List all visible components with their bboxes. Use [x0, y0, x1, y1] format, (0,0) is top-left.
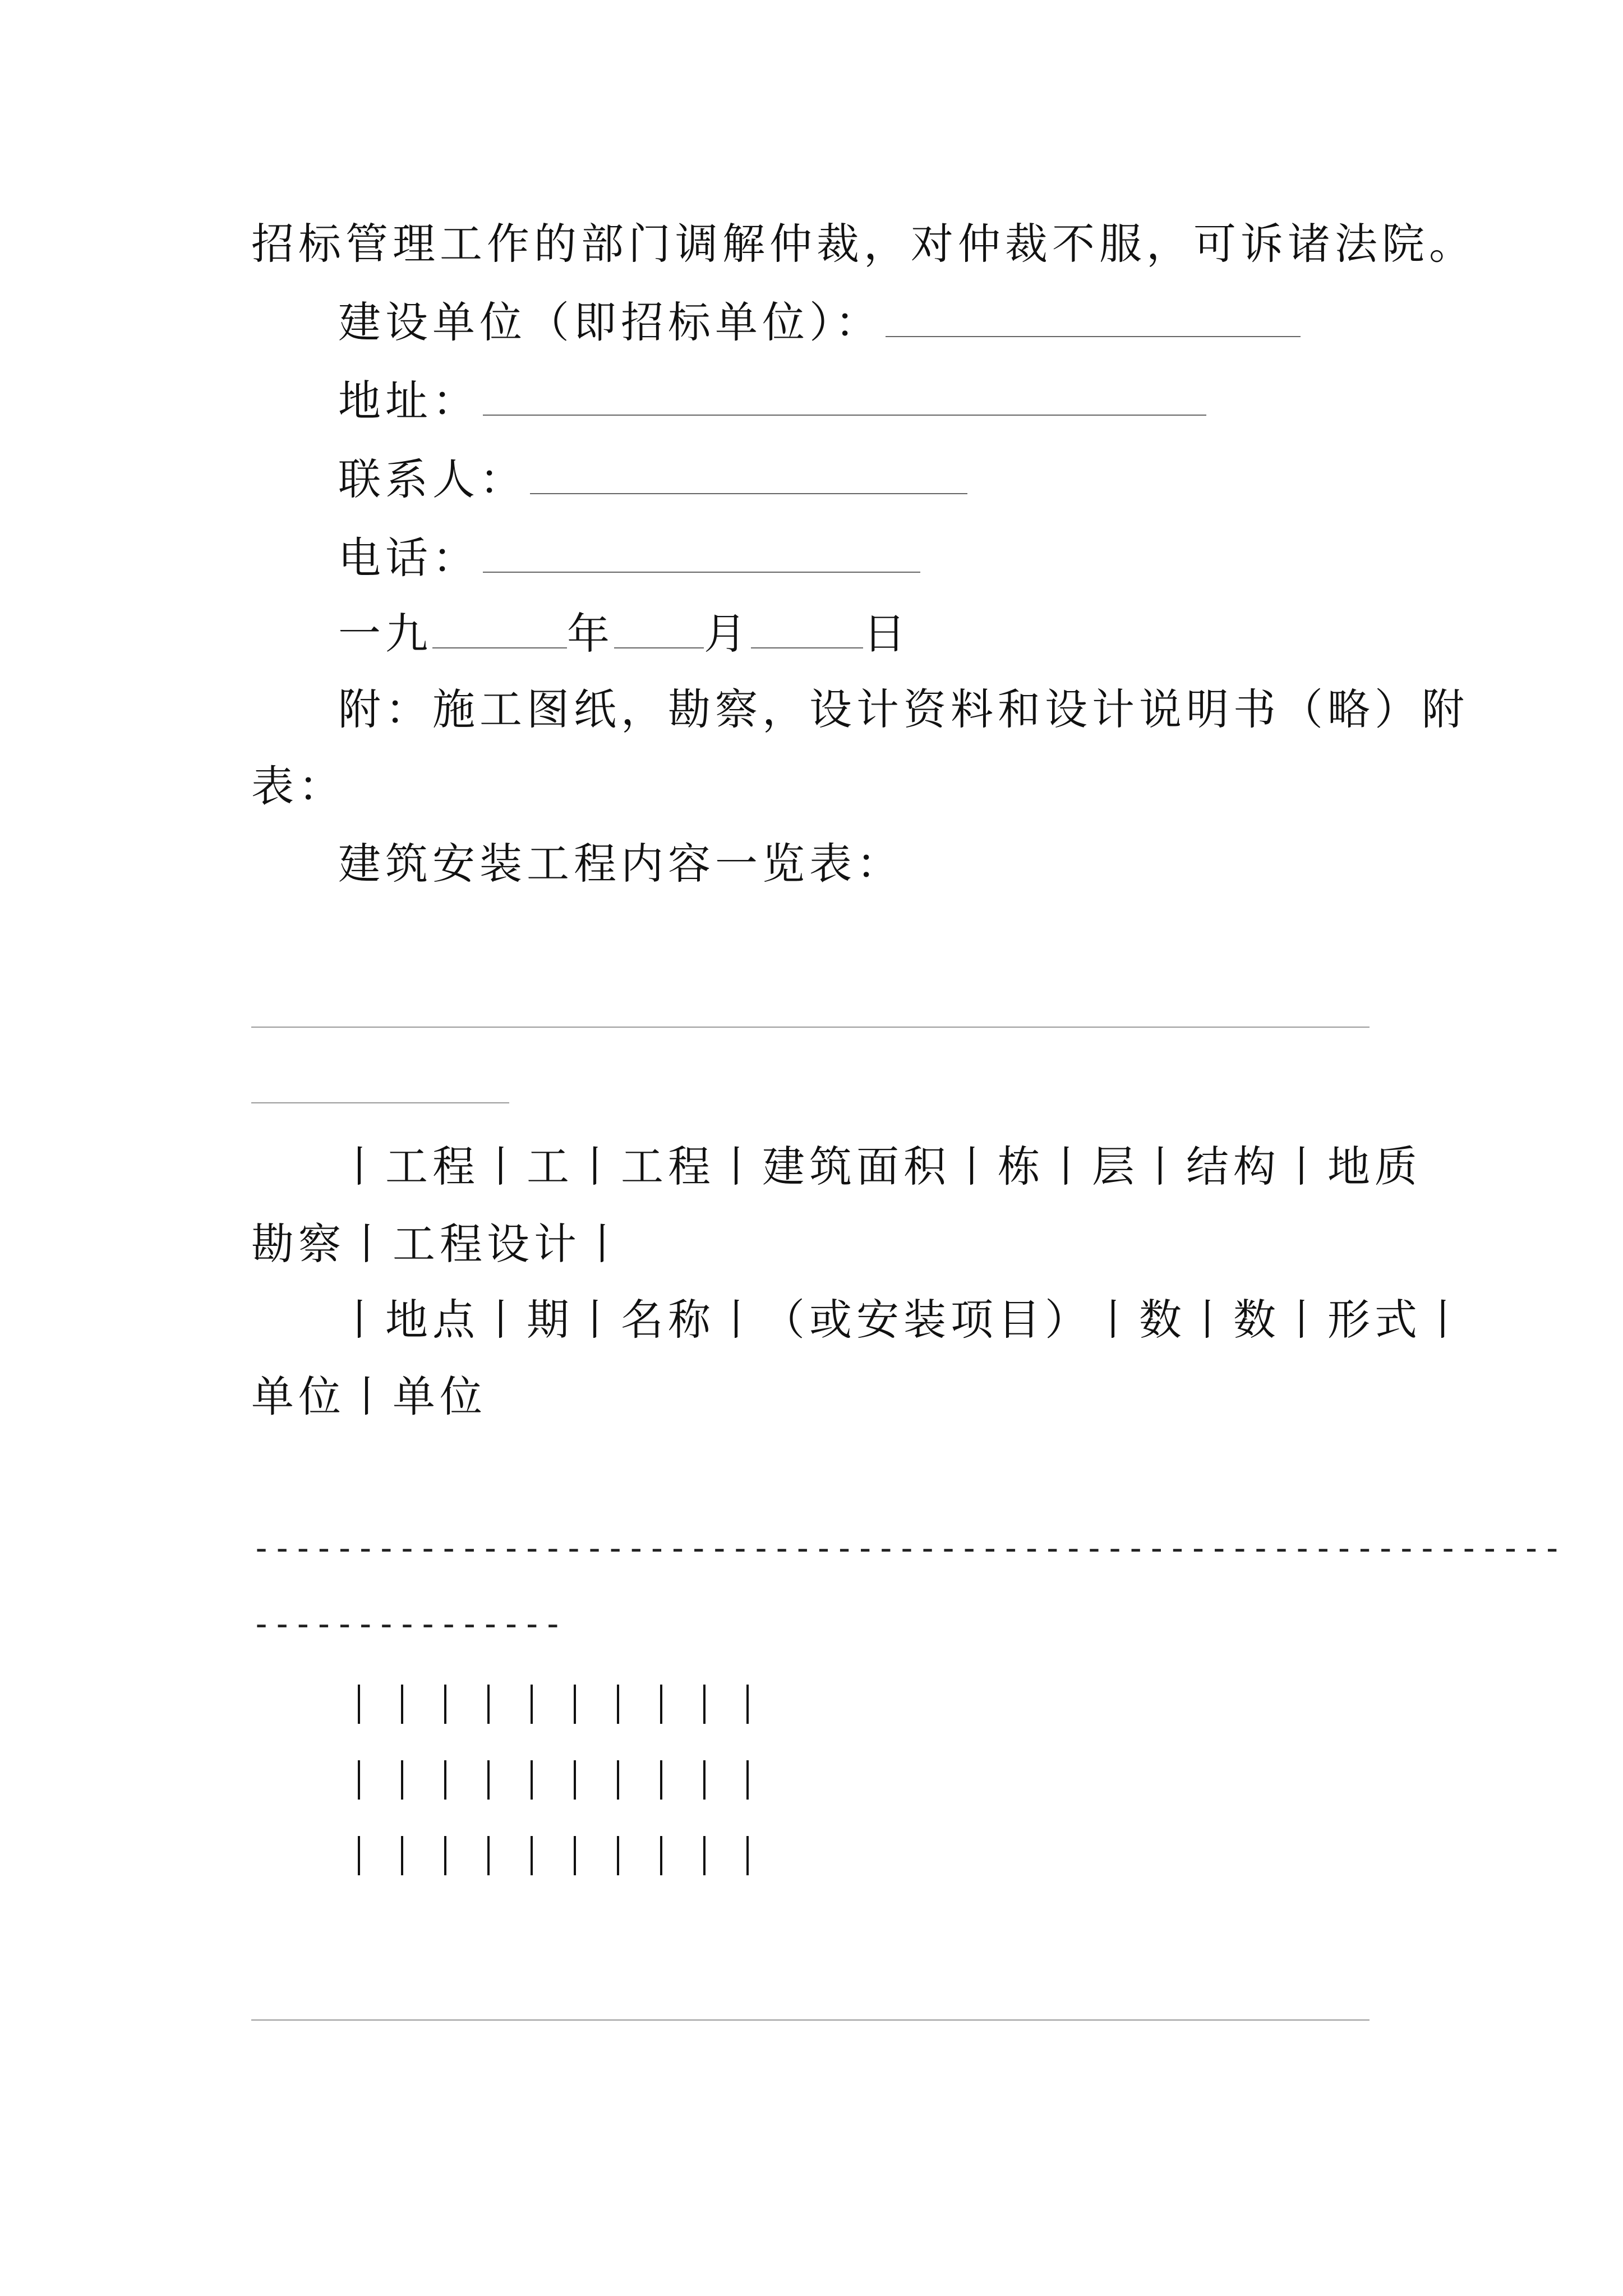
cell-divider — [525, 1756, 568, 1804]
table-rule-top-short — [251, 1102, 509, 1103]
field-construction-unit — [338, 295, 1301, 351]
text-line-attachment: 附：施工图纸，勘察，设计资料和设计说明书（略）附 — [338, 684, 1469, 734]
cell-divider — [568, 1680, 611, 1728]
cell-divider — [439, 1832, 482, 1880]
field-label-address: 地址： — [338, 376, 479, 426]
table-row — [352, 1680, 784, 1728]
cell-divider — [654, 1832, 698, 1880]
table-header-row-1-cont: 勘察丨工程设计丨 — [251, 1219, 628, 1269]
cell-divider — [741, 1756, 784, 1804]
blank-construction-unit — [886, 301, 1301, 337]
field-contact — [338, 452, 967, 508]
cell-divider — [395, 1756, 439, 1804]
blank-year — [432, 613, 567, 648]
field-date — [338, 606, 910, 662]
field-address — [338, 373, 1206, 429]
blank-phone — [483, 537, 920, 573]
date-year-label: 年 — [567, 609, 614, 659]
cell-divider — [439, 1756, 482, 1804]
table-dash-separator-short: --------------- — [251, 1604, 564, 1644]
date-month-label: 月 — [704, 609, 751, 659]
date-prefix: 一九 — [338, 609, 432, 659]
cell-divider — [482, 1680, 525, 1728]
cell-divider — [654, 1756, 698, 1804]
blank-address — [483, 380, 1206, 416]
cell-divider — [611, 1832, 654, 1880]
text-line-arbitration: 招标管理工作的部门调解仲裁，对仲裁不服，可诉诸法院。 — [251, 219, 1476, 269]
cell-divider — [352, 1832, 395, 1880]
table-row — [352, 1756, 784, 1804]
cell-divider — [395, 1680, 439, 1728]
table-rule-top — [251, 1027, 1370, 1028]
field-label-construction-unit: 建设单位（即招标单位）： — [338, 297, 882, 347]
cell-divider — [568, 1756, 611, 1804]
blank-day — [751, 613, 863, 648]
cell-divider — [525, 1680, 568, 1728]
blank-contact — [530, 458, 967, 494]
cell-divider — [568, 1832, 611, 1880]
field-label-contact: 联系人： — [338, 454, 527, 504]
cell-divider — [439, 1680, 482, 1728]
cell-divider — [698, 1756, 741, 1804]
date-day-label: 日 — [863, 609, 910, 659]
table-dash-separator: --------------------------------------------------------------- — [251, 1529, 1563, 1568]
table-rule-bottom — [251, 2019, 1370, 2021]
cell-divider — [482, 1756, 525, 1804]
table-header-row-1: 丨工程丨工丨工程丨建筑面积丨栋丨层丨结构丨地质 — [338, 1142, 1422, 1191]
cell-divider — [698, 1680, 741, 1728]
cell-divider — [654, 1680, 698, 1728]
table-header-row-2: 丨地点丨期丨名称丨（或安装项目）丨数丨数丨形式丨 — [338, 1295, 1469, 1345]
cell-divider — [352, 1680, 395, 1728]
table-header-row-2-cont: 单位丨单位 — [251, 1372, 487, 1421]
cell-divider — [352, 1756, 395, 1804]
cell-divider — [482, 1832, 525, 1880]
cell-divider — [611, 1680, 654, 1728]
text-line-attachment-cont: 表： — [251, 761, 345, 811]
cell-divider — [741, 1680, 784, 1728]
cell-divider — [741, 1832, 784, 1880]
field-phone — [338, 530, 920, 586]
blank-month — [614, 613, 704, 648]
cell-divider — [611, 1756, 654, 1804]
text-line-table-title: 建筑安装工程内容一览表： — [338, 839, 903, 889]
cell-divider — [395, 1832, 439, 1880]
field-label-phone: 电话： — [338, 533, 479, 583]
cell-divider — [525, 1832, 568, 1880]
cell-divider — [698, 1832, 741, 1880]
table-row — [352, 1832, 784, 1880]
